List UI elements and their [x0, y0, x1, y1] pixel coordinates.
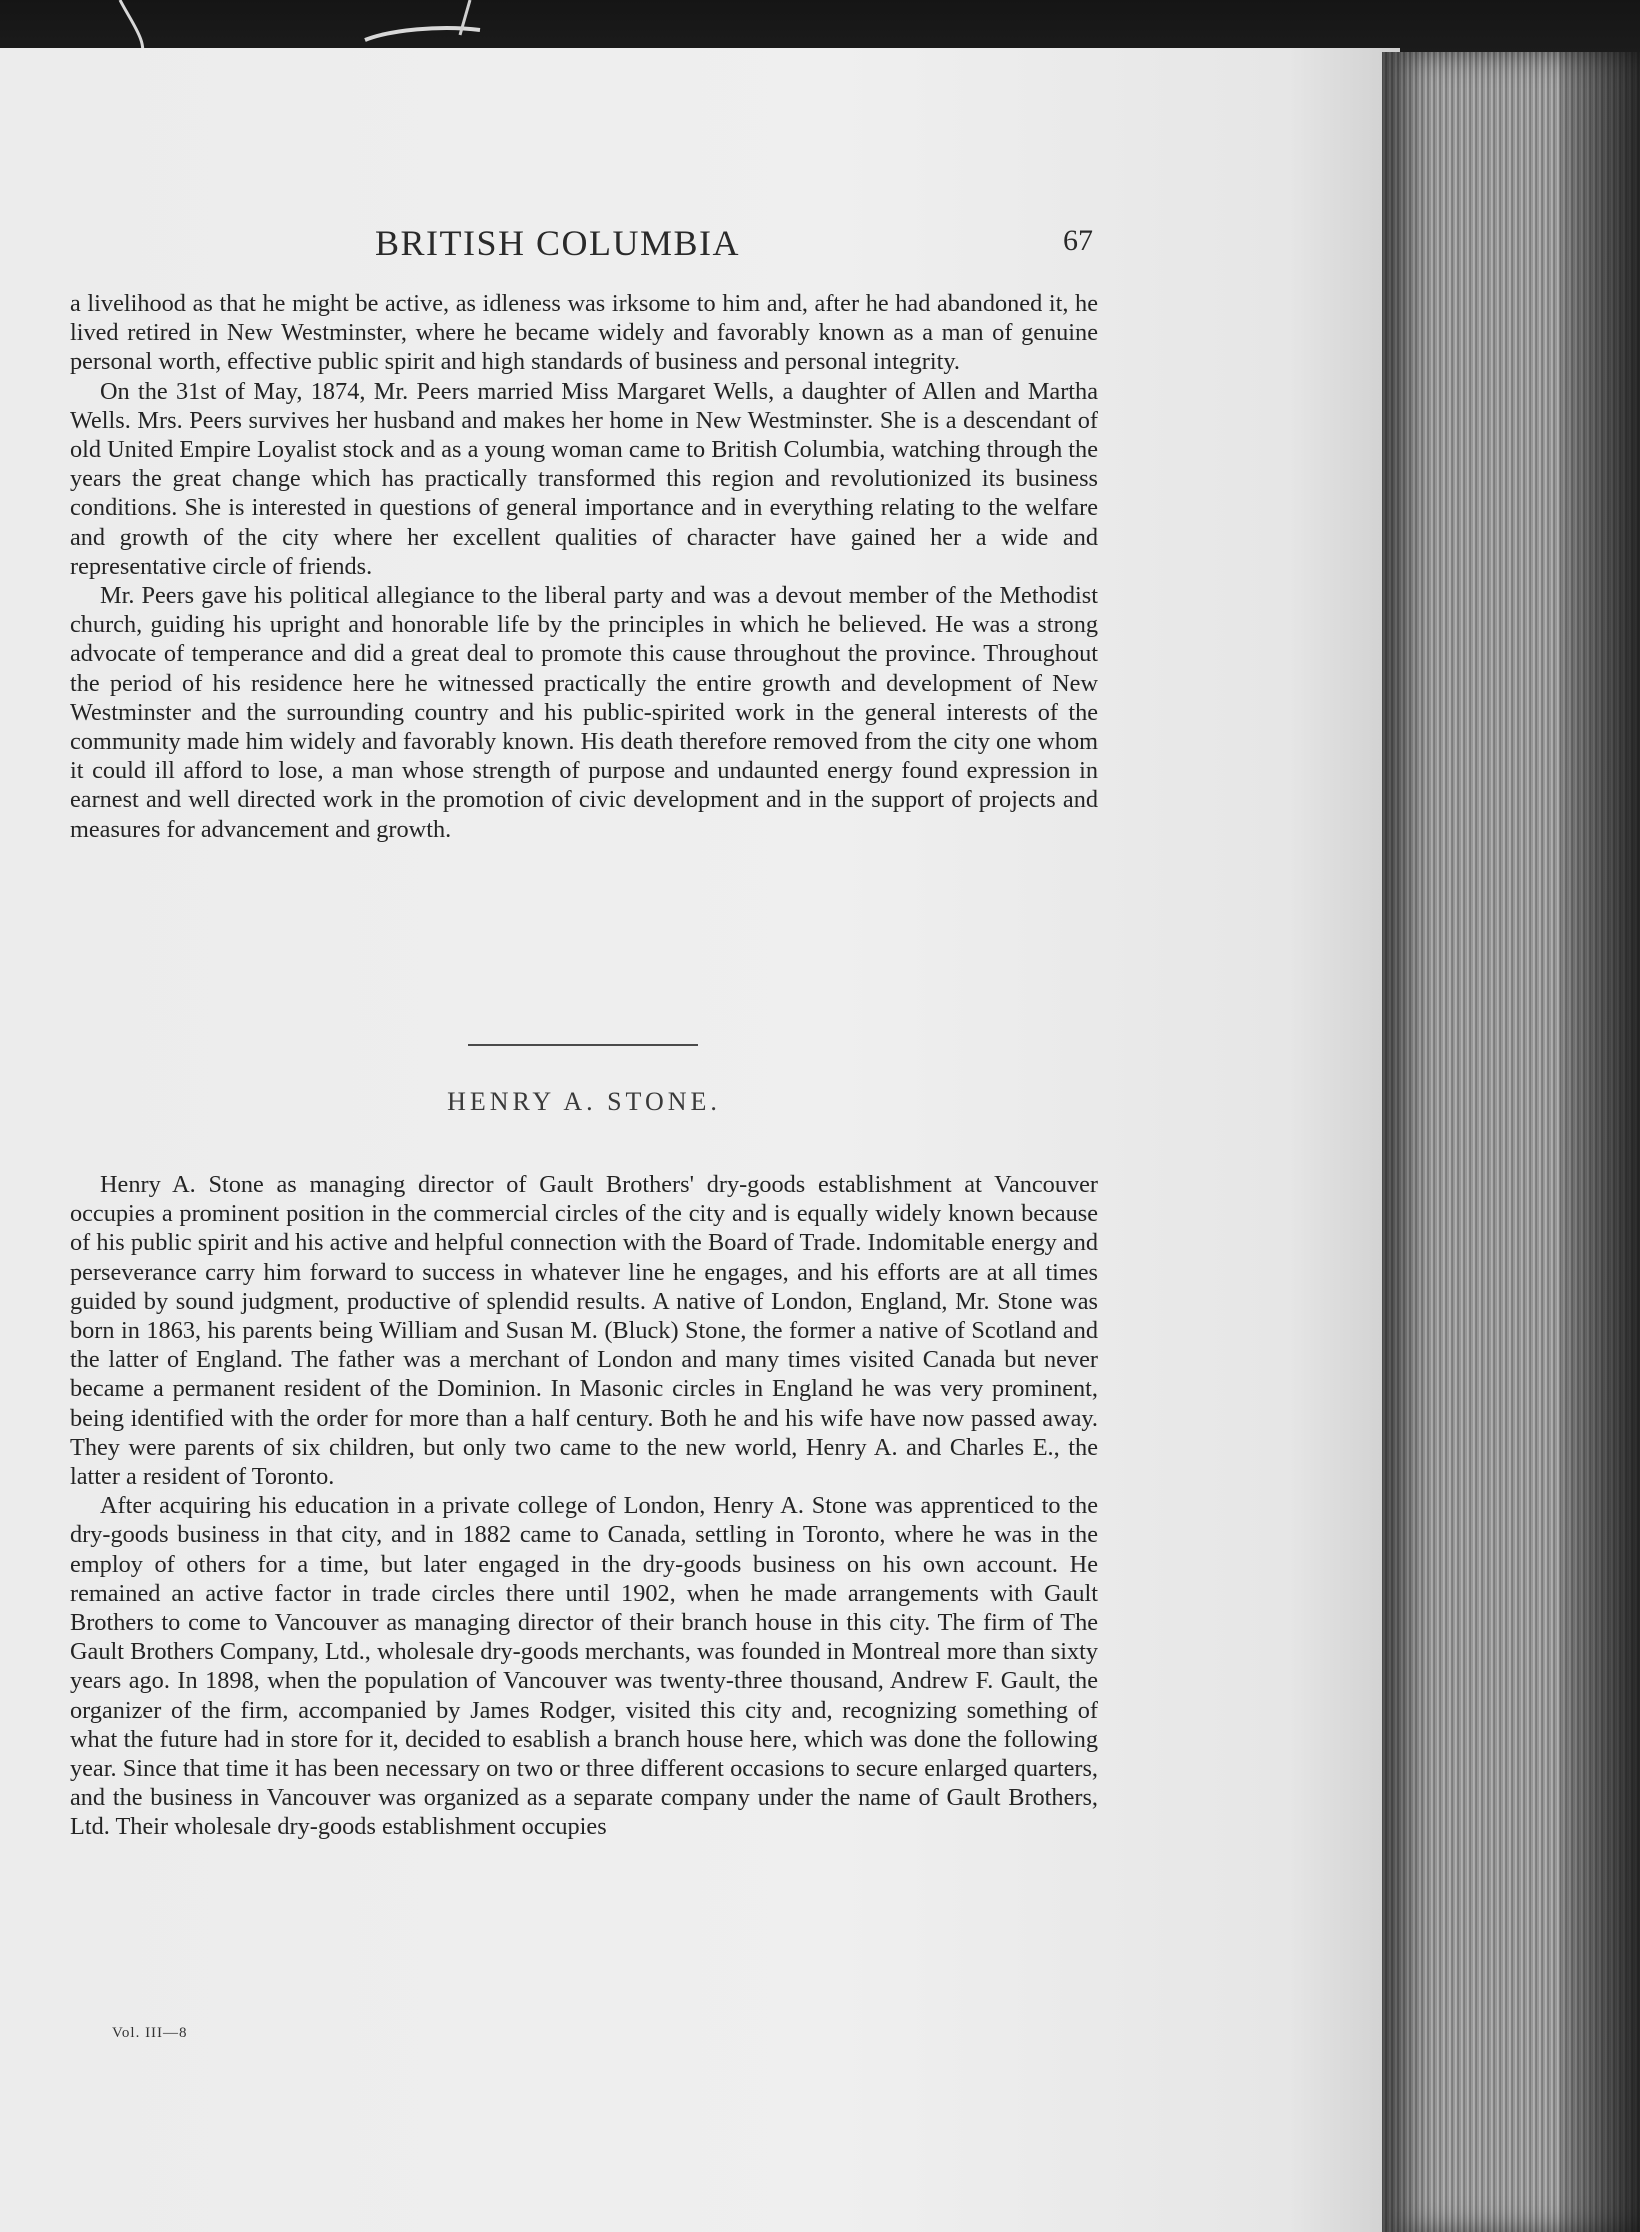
section-heading: HENRY A. STONE. [447, 1087, 721, 1116]
book-edge-shadow [1560, 52, 1640, 2232]
text-block-after [70, 1170, 1098, 1842]
running-title: BRITISH COLUMBIA [375, 223, 741, 263]
paragraph: Henry A. Stone as managing director of Gault Brothers' dry-goods establishment at Vancouver occupies a prominent position in the commercial circles of the city and is equally widely known because of his public spirit and his active and helpful connection with the Board of Trade. Indomitable energy and perseverance carry him forward to success in whatever line he engages, and his efforts are at all times guided by sound judgment, productive of splendid results. A native of London, England, Mr. Stone was born in 1863, his parents being William and Susan M. (Bluck) Stone, the former a native of Scotland and the latter of England. The father was a merchant of London and many times visited Canada but never became a permanent resident of the Dominion. In Masonic circles in England he was very prominent, being identified with the order for more than a half century. Both he and his wife have now passed away. They were parents of six children, but only two came to the new world, Henry A. and Charles E., the latter a resident of Toronto. [70, 1171, 1098, 1491]
signature-mark: Vol. III—8 [112, 2025, 188, 2041]
page-number: 67 [1063, 224, 1093, 257]
paragraph: On the 31st of May, 1874, Mr. Peers married Miss Margaret Wells, a daughter of Allen and Martha Wells. Mrs. Peers survives her husband and makes her home in New Westminster. She is a descendant of old United Empire Loyalist stock and as a young woman came to British Columbia, watching through the years the great change which has practically transformed this region and revolutionized its business conditions. She is interested in questions of general importance and in everything relating to the welfare and growth of the city where her excellent qualities of character have gained her a wide and representative circle of friends. [70, 377, 1098, 580]
paragraph: After acquiring his education in a private college of London, Henry A. Stone was apprenticed to the dry-goods business in that city, and in 1882 came to Canada, settling in Toronto, where he was in the employ of others for a time, but later engaged in the dry-goods business on his own account. He remained an active factor in trade circles there until 1902, when he made arrangements with Gault Brothers to come to Vancouver as managing director of their branch house in this city. The firm of The Gault Brothers Company, Ltd., wholesale dry-goods merchants, was founded in Montreal more than sixty years ago. In 1898, when the population of Vancouver was twenty-three thousand, Andrew F. Gault, the organizer of the firm, accompanied by James Rodger, visited this city and, recognizing something of what the future had in store for it, decided to esablish a branch house here, which was done the following year. Since that time it has been necessary on two or three different occasions to secure enlarged quarters, and the business in Vancouver was organized as a separate company under the name of Gault Brothers, Ltd. Their wholesale dry-goods establishment occupies [70, 1492, 1098, 1841]
section-divider [468, 1044, 698, 1046]
paragraph: Mr. Peers gave his political allegiance to the liberal party and was a devout member of the Methodist church, guiding his upright and honorable life by the principles in which he believed. He was a strong advocate of temperance and did a great deal to promote this cause throughout the province. Throughout the period of his residence here he witnessed practically the entire growth and development of New Westminster and the surrounding country and his public-spirited work in the general interests of the community made him widely and favorably known. His death therefore removed from the city one whom it could ill afford to lose, a man whose strength of purpose and undaunted energy found expression in earnest and well directed work in the promotion of civic development and in the support of projects and measures for advancement and growth. [70, 582, 1098, 843]
text-block-before [70, 289, 1098, 844]
paragraph: a livelihood as that he might be active, as idleness was irksome to him and, after he had abandoned it, he lived retired in New Westminster, where he became widely and favorably known as a man of genuine personal worth, effective public spirit and high standards of business and personal integrity. [70, 290, 1098, 376]
